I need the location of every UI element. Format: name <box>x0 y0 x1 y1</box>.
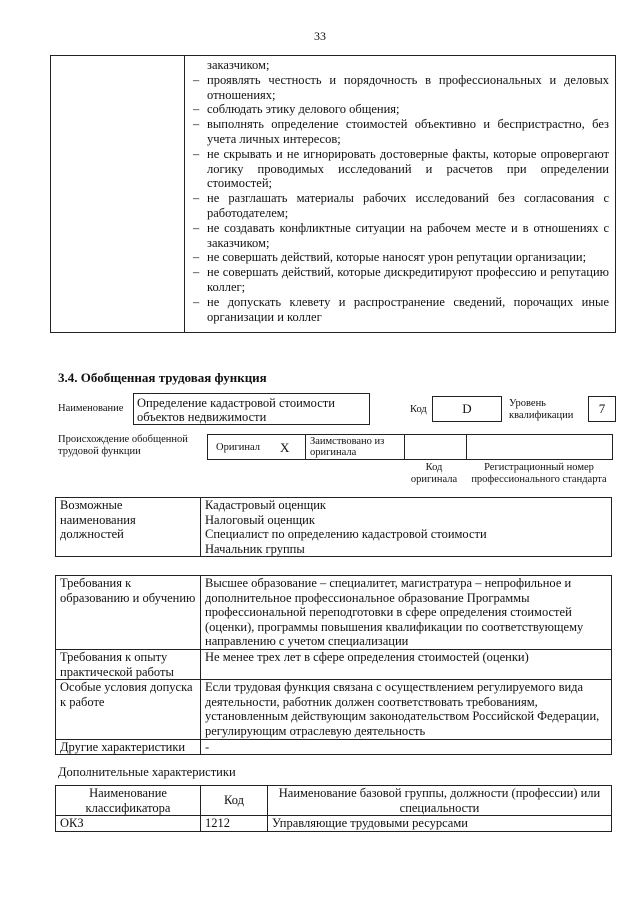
continuation-list <box>193 58 609 324</box>
code-label: Код <box>410 404 427 415</box>
list-item: заказчиком; <box>207 58 270 72</box>
list-item: – проявлять честность и порядочность в профессиональных и деловых отношениях; <box>193 72 609 102</box>
list-item: – не скрывать и не игнорировать достоверные факты, которые опровергают логику проводимых исследований и расчетов при определении стоимостей; <box>193 146 609 191</box>
table-row <box>56 576 612 650</box>
requirement-label: Другие характеристики <box>56 739 201 755</box>
cell-classifier: ОКЗ <box>56 816 201 832</box>
level-value: 7 <box>598 401 606 416</box>
requirement-value: - <box>201 739 612 755</box>
header-group-name: Наименование базовой группы, должности (профессии) или специальности <box>268 786 612 816</box>
requirement-value: Высшее образование – специалитет, магистратура – непрофильное и дополнительное профессиональное образование Программы профессиональной переподготовки в сфере определения стоимостей (оценки), программы повышения квалификации по соответствующему направлению с учетом специализации <box>201 576 612 650</box>
function-name: Определение кадастровой стоимости объектов недвижимости <box>137 396 335 424</box>
requirement-value: Если трудовая функция связана с осуществлением регулируемого вида деятельности, работник должен соответствовать требованиям, установленным действующим законодательством Российской Федерации, регулирующим отраслевую деятельность <box>201 680 612 739</box>
header-classifier: Наименование классификатора <box>56 786 201 816</box>
table-row <box>56 680 612 739</box>
continuation-table <box>50 55 616 333</box>
level-box <box>588 396 616 422</box>
section-heading: 3.4. Обобщенная трудовая функция <box>58 370 267 385</box>
classifier-table <box>55 785 612 832</box>
list-item: – не совершать действий, которые дискредитируют профессию и репутацию коллег; <box>193 265 609 294</box>
borrowed-label: Заимствовано из оригинала <box>310 436 385 458</box>
table-row <box>56 649 612 679</box>
header-code: Код <box>201 786 268 816</box>
original-label: Оригинал <box>216 442 260 453</box>
requirement-label: Особые условия допуска к работе <box>56 680 201 739</box>
cell-group-name: Управляющие трудовыми ресурсами <box>268 816 612 832</box>
origin-table <box>207 434 613 460</box>
divider <box>466 435 467 459</box>
origin-label: Происхождение обобщенной трудовой функции <box>58 434 188 457</box>
position-item: Начальник группы <box>205 541 305 556</box>
divider <box>404 435 405 459</box>
table-header-row <box>56 786 612 816</box>
list-item: – выполнять определение стоимостей объективно и беспристрастно, без учета личных интересов; <box>193 117 609 146</box>
list-item: – не допускать клевету и распространение сведений, порочащих иные организации и коллег <box>193 294 609 324</box>
table-row <box>56 739 612 755</box>
additional-title: Дополнительные характеристики <box>58 765 236 779</box>
requirements-table <box>55 575 612 755</box>
table-row <box>56 816 612 832</box>
position-item: Специалист по определению кадастровой стоимости <box>205 527 487 542</box>
function-name-box <box>133 393 370 425</box>
requirement-label: Требования к образованию и обучению <box>56 576 201 650</box>
divider <box>305 435 306 459</box>
column-divider <box>184 56 185 332</box>
code-box <box>432 396 502 422</box>
positions-label: Возможные наименования должностей <box>56 498 201 557</box>
reg-number-caption: Регистрационный номер профессионального стандарта <box>471 462 607 485</box>
original-mark: X <box>280 440 290 455</box>
requirement-label: Требования к опыту практической работы <box>56 649 201 679</box>
positions-list <box>201 498 612 557</box>
level-label: Уровень квалификации <box>509 398 574 421</box>
position-item: Кадастровый оценщик <box>205 498 326 512</box>
position-item: Налоговый оценщик <box>205 512 315 527</box>
positions-table <box>55 497 612 557</box>
code-original-caption: Код оригинала <box>410 462 458 485</box>
list-item: – не создавать конфликтные ситуации на рабочем месте и в отношениях с заказчиком; <box>193 220 609 250</box>
list-item: – соблюдать этику делового общения; <box>193 102 400 117</box>
list-item: – не совершать действий, которые наносят урон репутации организации; <box>193 250 587 265</box>
requirement-value: Не менее трех лет в сфере определения стоимостей (оценки) <box>201 649 612 679</box>
code-value: D <box>462 401 472 416</box>
list-item: – не разглашать материалы рабочих исследований без согласования с работодателем; <box>193 191 609 220</box>
cell-code: 1212 <box>201 816 268 832</box>
page-number: 33 <box>314 29 326 43</box>
name-label: Наименование <box>58 403 124 414</box>
